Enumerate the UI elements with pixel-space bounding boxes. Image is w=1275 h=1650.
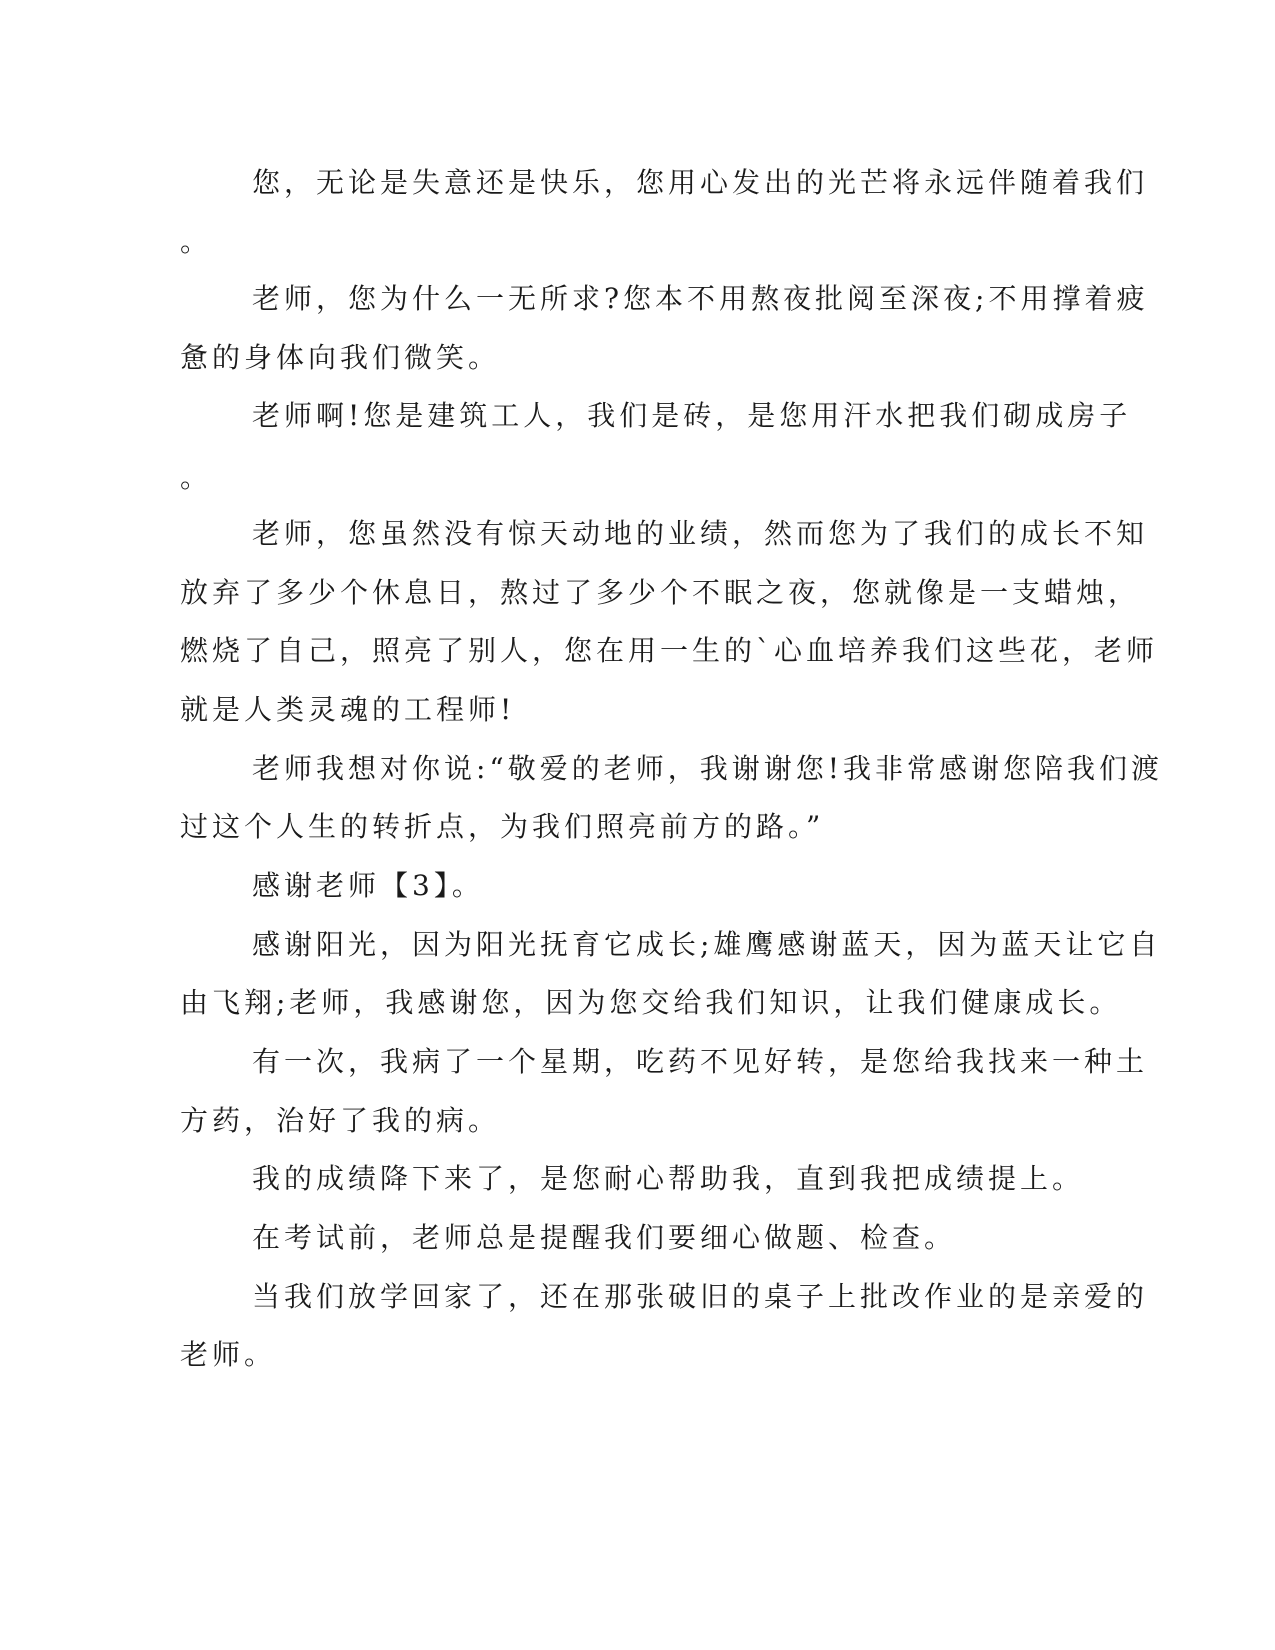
- text-line: 。: [180, 461, 213, 494]
- text-line: 方药，治好了我的病。: [180, 1104, 501, 1137]
- text-line: 惫的身体向我们微笑。: [180, 341, 501, 374]
- text-line: 就是人类灵魂的工程师!: [180, 693, 516, 726]
- text-line: 放弃了多少个休息日，熬过了多少个不眠之夜，您就像是一支蜡烛，: [180, 576, 1141, 609]
- text-line: 您，无论是失意还是快乐，您用心发出的光芒将永远伴随着我们: [252, 166, 1149, 199]
- text-line: 。: [180, 225, 213, 258]
- text-line: 在考试前，老师总是提醒我们要细心做题、检查。: [252, 1221, 957, 1254]
- text-line: 感谢阳光，因为阳光抚育它成长;雄鹰感谢蓝天，因为蓝天让它自: [252, 928, 1162, 961]
- text-line: 老师，您为什么一无所求?您本不用熬夜批阅至深夜;不用撑着疲: [252, 282, 1149, 315]
- text-line: 感谢老师【3】。: [252, 869, 484, 902]
- text-line: 燃烧了自己，照亮了别人，您在用一生的`心血培养我们这些花，老师: [180, 634, 1159, 667]
- text-line: 老师，您虽然没有惊天动地的业绩，然而您为了我们的成长不知: [252, 517, 1149, 550]
- text-line: 当我们放学回家了，还在那张破旧的桌子上批改作业的是亲爱的: [252, 1280, 1149, 1313]
- text-line: 有一次，我病了一个星期，吃药不见好转，是您给我找来一种土: [252, 1045, 1149, 1078]
- text-line: 老师我想对你说:“敬爱的老师，我谢谢您!我非常感谢您陪我们渡: [252, 752, 1164, 785]
- text-line: 老师。: [180, 1338, 277, 1371]
- text-line: 老师啊!您是建筑工人，我们是砖，是您用汗水把我们砌成房子: [252, 399, 1132, 432]
- text-line: 由飞翔;老师，我感谢您，因为您交给我们知识，让我们健康成长。: [180, 986, 1122, 1019]
- text-line: 过这个人生的转折点，为我们照亮前方的路。”: [180, 810, 825, 843]
- text-line: 我的成绩降下来了，是您耐心帮助我，直到我把成绩提上。: [252, 1162, 1085, 1195]
